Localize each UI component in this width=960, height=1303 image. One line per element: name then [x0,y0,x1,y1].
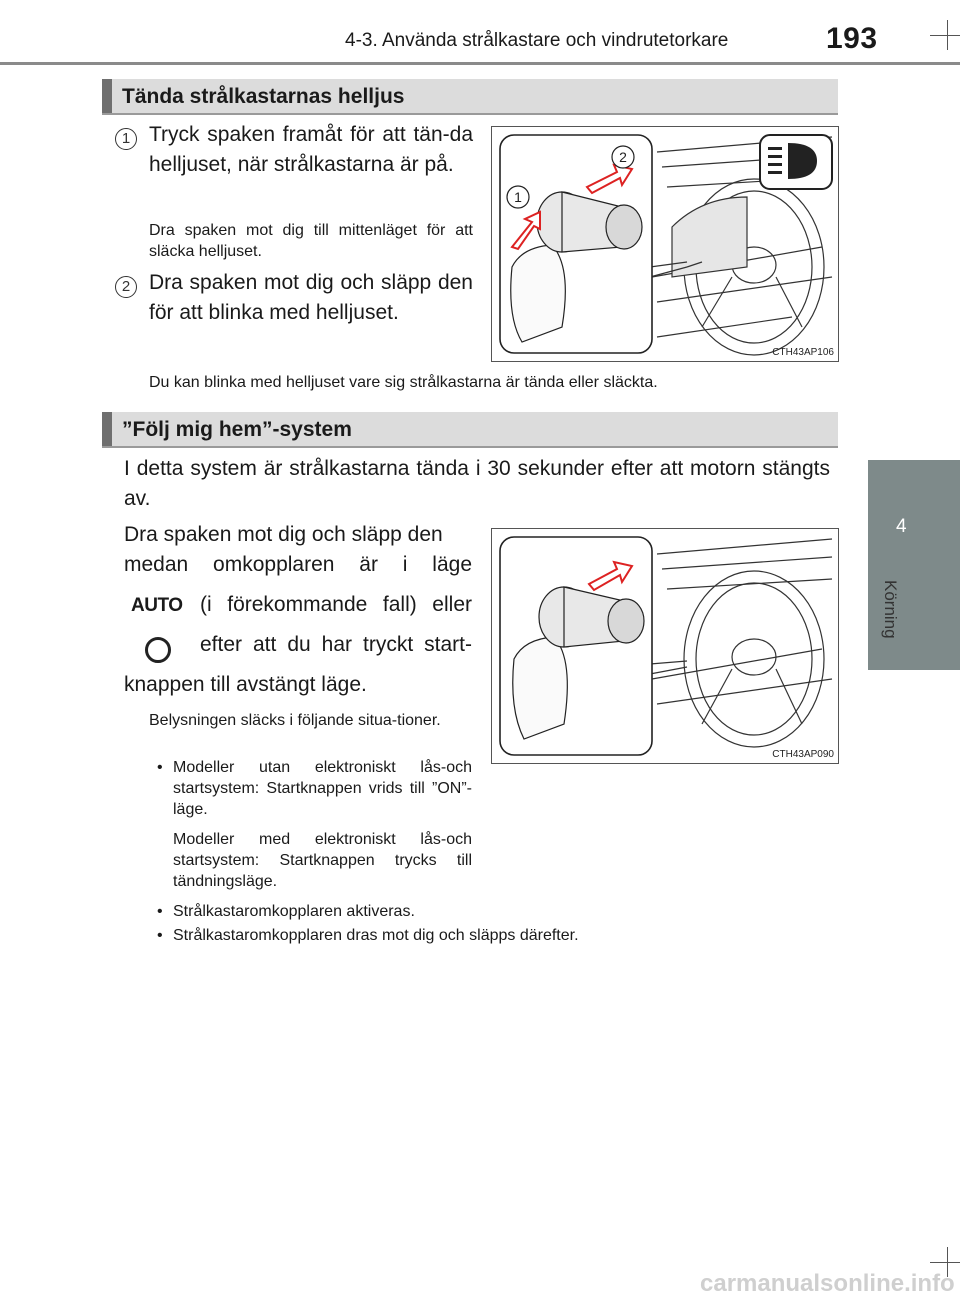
bullet-1a: Modeller utan elektroniskt lås-och startsystem: Startknappen vrids till ”ON”-läge. [173,759,472,818]
figure-illustration [492,529,838,763]
figure-code: CTH43AP090 [772,749,834,760]
section-title: Tända strålkastarnas helljus [122,85,405,108]
bullet-3: Strålkastaromkopplaren dras mot dig och släpps därefter. [173,927,579,944]
section-heading-high-beam [102,79,838,115]
watermark: carmanualsonline.info [700,1270,955,1297]
bullet-marker: • [157,903,163,920]
follow-me-home-intro: I detta system är strålkastarna tända i 30 sekunder efter att motorn stängts av. [124,457,830,510]
crop-mark [947,20,948,50]
paragraph-line-3: (i förekommande fall) eller [200,593,472,616]
figure-code: CTH43AP106 [772,347,834,358]
running-header: 4-3. Använda strålkastare och vindrutetorkare [345,30,729,51]
figure-follow-me-home-lever [491,528,839,764]
bullet-marker: • [157,927,163,944]
paragraph-line-5: knappen till avstängt läge. [124,673,367,696]
crop-mark [930,35,960,36]
step-number-2: 2 [115,276,137,298]
paragraph-line-1: Dra spaken mot dig och släpp den [124,523,443,546]
figure-label-1: 1 [514,189,522,205]
header-rule [0,62,960,65]
paragraph-line-4: efter att du har tryckt start- [200,633,472,656]
step-2-text: Dra spaken mot dig och släpp den för att blinka med helljuset. [149,271,473,324]
page-number: 193 [826,22,878,55]
bullet-1b: Modeller med elektroniskt lås-och startsystem: Startknappen trycks till tändningsläge. [173,831,472,890]
section-title: ”Följ mig hem”-system [122,418,352,441]
crop-mark [930,1262,960,1263]
figure-illustration [492,127,838,361]
bullet-marker: • [157,759,163,776]
section-accent [102,412,112,446]
step-number-1: 1 [115,128,137,150]
chapter-number: 4 [896,516,907,537]
auto-icon: AUTO [131,595,183,616]
bullet-2: Strålkastaromkopplaren aktiveras. [173,903,415,920]
figure-label-2: 2 [619,149,627,165]
high-beam-icon [760,135,832,189]
step-1-text: Tryck spaken framåt för att tän-da helljuset, när strålkastarna är på. [149,123,473,176]
chapter-label: Körning [881,580,900,639]
section-heading-follow-me-home [102,412,838,448]
section-accent [102,79,112,113]
figure-high-beam-lever [491,126,839,362]
step-1-note: Dra spaken mot dig till mittenläget för att släcka helljuset. [149,222,473,260]
note-intro: Belysningen släcks i följande situa-tioner. [149,712,441,729]
off-position-icon [145,637,171,663]
high-beam-footnote: Du kan blinka med helljuset vare sig strålkastarna är tända eller släckta. [149,374,658,391]
paragraph-line-2: medan omkopplaren är i läge [124,553,472,576]
